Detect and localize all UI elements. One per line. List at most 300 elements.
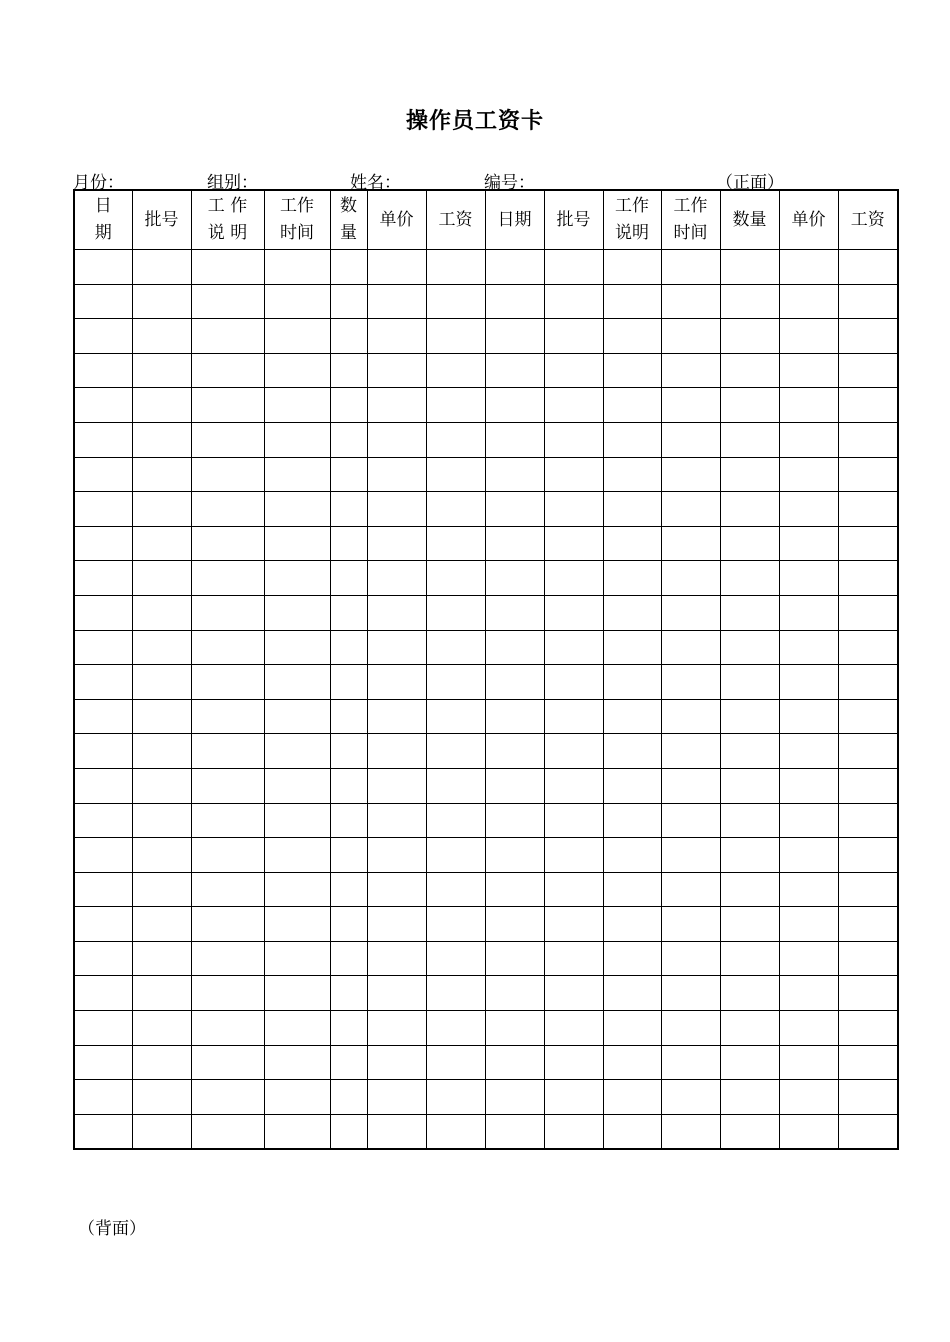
table-cell[interactable]	[720, 319, 779, 354]
table-cell[interactable]	[330, 768, 367, 803]
table-cell[interactable]	[485, 388, 544, 423]
table-cell[interactable]	[426, 768, 485, 803]
table-cell[interactable]	[426, 422, 485, 457]
table-cell[interactable]	[485, 250, 544, 285]
table-cell[interactable]	[838, 976, 898, 1011]
table-cell[interactable]	[544, 353, 603, 388]
table-cell[interactable]	[779, 595, 838, 630]
table-cell[interactable]	[485, 422, 544, 457]
table-cell[interactable]	[74, 976, 132, 1011]
table-cell[interactable]	[720, 838, 779, 873]
table-cell[interactable]	[367, 250, 426, 285]
table-cell[interactable]	[132, 284, 191, 319]
table-cell[interactable]	[264, 699, 330, 734]
table-cell[interactable]	[330, 941, 367, 976]
table-cell[interactable]	[544, 388, 603, 423]
table-cell[interactable]	[720, 492, 779, 527]
table-cell[interactable]	[426, 1011, 485, 1046]
table-cell[interactable]	[426, 976, 485, 1011]
table-cell[interactable]	[603, 907, 661, 942]
table-cell[interactable]	[426, 250, 485, 285]
table-cell[interactable]	[603, 561, 661, 596]
table-cell[interactable]	[544, 907, 603, 942]
table-cell[interactable]	[191, 1114, 264, 1149]
table-cell[interactable]	[191, 976, 264, 1011]
table-cell[interactable]	[426, 734, 485, 769]
table-cell[interactable]	[132, 907, 191, 942]
table-cell[interactable]	[426, 561, 485, 596]
table-cell[interactable]	[720, 1045, 779, 1080]
table-cell[interactable]	[74, 803, 132, 838]
table-cell[interactable]	[779, 422, 838, 457]
table-cell[interactable]	[544, 699, 603, 734]
table-cell[interactable]	[426, 803, 485, 838]
table-cell[interactable]	[330, 838, 367, 873]
table-cell[interactable]	[264, 319, 330, 354]
table-cell[interactable]	[838, 699, 898, 734]
table-cell[interactable]	[367, 1011, 426, 1046]
table-cell[interactable]	[367, 699, 426, 734]
table-cell[interactable]	[191, 699, 264, 734]
table-cell[interactable]	[779, 526, 838, 561]
table-cell[interactable]	[426, 941, 485, 976]
table-cell[interactable]	[485, 319, 544, 354]
table-cell[interactable]	[485, 526, 544, 561]
table-cell[interactable]	[661, 250, 720, 285]
table-cell[interactable]	[426, 1080, 485, 1115]
table-cell[interactable]	[367, 630, 426, 665]
table-cell[interactable]	[779, 388, 838, 423]
table-cell[interactable]	[74, 665, 132, 700]
table-cell[interactable]	[132, 561, 191, 596]
table-cell[interactable]	[603, 734, 661, 769]
table-cell[interactable]	[74, 699, 132, 734]
table-cell[interactable]	[603, 768, 661, 803]
table-cell[interactable]	[132, 665, 191, 700]
table-cell[interactable]	[485, 630, 544, 665]
table-cell[interactable]	[191, 284, 264, 319]
table-cell[interactable]	[720, 872, 779, 907]
table-cell[interactable]	[603, 872, 661, 907]
table-cell[interactable]	[544, 630, 603, 665]
table-cell[interactable]	[720, 803, 779, 838]
table-cell[interactable]	[603, 526, 661, 561]
table-cell[interactable]	[661, 284, 720, 319]
table-cell[interactable]	[720, 526, 779, 561]
table-cell[interactable]	[264, 665, 330, 700]
table-cell[interactable]	[191, 457, 264, 492]
table-cell[interactable]	[661, 319, 720, 354]
table-cell[interactable]	[132, 1045, 191, 1080]
table-cell[interactable]	[367, 561, 426, 596]
table-cell[interactable]	[838, 803, 898, 838]
table-cell[interactable]	[779, 1080, 838, 1115]
table-cell[interactable]	[330, 422, 367, 457]
table-cell[interactable]	[544, 561, 603, 596]
table-cell[interactable]	[426, 284, 485, 319]
table-cell[interactable]	[264, 561, 330, 596]
table-cell[interactable]	[779, 699, 838, 734]
table-cell[interactable]	[544, 976, 603, 1011]
table-cell[interactable]	[544, 1011, 603, 1046]
table-cell[interactable]	[132, 734, 191, 769]
table-cell[interactable]	[191, 803, 264, 838]
table-cell[interactable]	[264, 595, 330, 630]
table-cell[interactable]	[132, 353, 191, 388]
table-cell[interactable]	[603, 1114, 661, 1149]
table-cell[interactable]	[330, 1080, 367, 1115]
table-cell[interactable]	[544, 941, 603, 976]
table-cell[interactable]	[191, 250, 264, 285]
table-cell[interactable]	[330, 803, 367, 838]
table-cell[interactable]	[838, 734, 898, 769]
table-cell[interactable]	[132, 388, 191, 423]
table-cell[interactable]	[330, 492, 367, 527]
table-cell[interactable]	[838, 353, 898, 388]
table-cell[interactable]	[132, 457, 191, 492]
table-cell[interactable]	[544, 1080, 603, 1115]
table-cell[interactable]	[661, 422, 720, 457]
table-cell[interactable]	[603, 250, 661, 285]
table-cell[interactable]	[779, 665, 838, 700]
table-cell[interactable]	[330, 353, 367, 388]
table-cell[interactable]	[330, 526, 367, 561]
table-cell[interactable]	[132, 526, 191, 561]
table-cell[interactable]	[191, 734, 264, 769]
table-cell[interactable]	[485, 838, 544, 873]
table-cell[interactable]	[132, 976, 191, 1011]
table-cell[interactable]	[191, 595, 264, 630]
table-cell[interactable]	[191, 941, 264, 976]
table-cell[interactable]	[485, 561, 544, 596]
table-cell[interactable]	[74, 941, 132, 976]
table-cell[interactable]	[544, 665, 603, 700]
table-cell[interactable]	[191, 492, 264, 527]
table-cell[interactable]	[838, 1045, 898, 1080]
table-cell[interactable]	[838, 561, 898, 596]
table-cell[interactable]	[264, 630, 330, 665]
table-cell[interactable]	[779, 284, 838, 319]
table-cell[interactable]	[720, 699, 779, 734]
table-cell[interactable]	[74, 907, 132, 942]
table-cell[interactable]	[485, 907, 544, 942]
table-cell[interactable]	[367, 526, 426, 561]
table-cell[interactable]	[720, 768, 779, 803]
table-cell[interactable]	[330, 284, 367, 319]
table-cell[interactable]	[264, 526, 330, 561]
table-cell[interactable]	[367, 665, 426, 700]
table-cell[interactable]	[367, 1080, 426, 1115]
table-cell[interactable]	[264, 492, 330, 527]
table-cell[interactable]	[720, 734, 779, 769]
table-cell[interactable]	[74, 457, 132, 492]
table-cell[interactable]	[132, 1011, 191, 1046]
table-cell[interactable]	[838, 630, 898, 665]
table-cell[interactable]	[779, 872, 838, 907]
table-cell[interactable]	[838, 1080, 898, 1115]
table-cell[interactable]	[191, 1080, 264, 1115]
table-cell[interactable]	[426, 526, 485, 561]
table-cell[interactable]	[544, 319, 603, 354]
table-cell[interactable]	[191, 388, 264, 423]
table-cell[interactable]	[779, 907, 838, 942]
table-cell[interactable]	[132, 838, 191, 873]
table-cell[interactable]	[426, 838, 485, 873]
table-cell[interactable]	[264, 1011, 330, 1046]
table-cell[interactable]	[661, 492, 720, 527]
table-cell[interactable]	[544, 734, 603, 769]
table-cell[interactable]	[74, 492, 132, 527]
table-cell[interactable]	[264, 1080, 330, 1115]
table-cell[interactable]	[132, 699, 191, 734]
table-cell[interactable]	[264, 388, 330, 423]
table-cell[interactable]	[661, 699, 720, 734]
table-cell[interactable]	[603, 699, 661, 734]
table-cell[interactable]	[74, 1011, 132, 1046]
table-cell[interactable]	[485, 803, 544, 838]
table-cell[interactable]	[779, 457, 838, 492]
table-cell[interactable]	[720, 422, 779, 457]
table-cell[interactable]	[603, 1011, 661, 1046]
table-cell[interactable]	[838, 872, 898, 907]
table-cell[interactable]	[720, 630, 779, 665]
table-cell[interactable]	[367, 457, 426, 492]
table-cell[interactable]	[367, 1114, 426, 1149]
table-cell[interactable]	[838, 1011, 898, 1046]
table-cell[interactable]	[367, 492, 426, 527]
table-cell[interactable]	[779, 838, 838, 873]
table-cell[interactable]	[661, 872, 720, 907]
table-cell[interactable]	[661, 907, 720, 942]
table-cell[interactable]	[426, 630, 485, 665]
table-cell[interactable]	[426, 319, 485, 354]
table-cell[interactable]	[661, 1045, 720, 1080]
table-cell[interactable]	[485, 353, 544, 388]
table-cell[interactable]	[544, 838, 603, 873]
table-cell[interactable]	[838, 319, 898, 354]
table-cell[interactable]	[485, 699, 544, 734]
table-cell[interactable]	[838, 838, 898, 873]
table-cell[interactable]	[720, 1080, 779, 1115]
table-cell[interactable]	[603, 665, 661, 700]
table-cell[interactable]	[330, 250, 367, 285]
table-cell[interactable]	[74, 1080, 132, 1115]
table-cell[interactable]	[264, 353, 330, 388]
table-cell[interactable]	[720, 388, 779, 423]
table-cell[interactable]	[661, 838, 720, 873]
table-cell[interactable]	[661, 665, 720, 700]
table-cell[interactable]	[838, 665, 898, 700]
table-cell[interactable]	[367, 284, 426, 319]
table-cell[interactable]	[779, 561, 838, 596]
table-cell[interactable]	[426, 699, 485, 734]
table-cell[interactable]	[838, 768, 898, 803]
table-cell[interactable]	[330, 457, 367, 492]
table-cell[interactable]	[191, 561, 264, 596]
table-cell[interactable]	[485, 457, 544, 492]
table-cell[interactable]	[74, 1045, 132, 1080]
table-cell[interactable]	[661, 734, 720, 769]
table-cell[interactable]	[74, 734, 132, 769]
table-cell[interactable]	[330, 1114, 367, 1149]
table-cell[interactable]	[426, 457, 485, 492]
table-cell[interactable]	[74, 284, 132, 319]
table-cell[interactable]	[264, 1045, 330, 1080]
table-cell[interactable]	[74, 872, 132, 907]
table-cell[interactable]	[661, 353, 720, 388]
table-cell[interactable]	[485, 1011, 544, 1046]
table-cell[interactable]	[603, 941, 661, 976]
table-cell[interactable]	[191, 838, 264, 873]
table-cell[interactable]	[330, 976, 367, 1011]
table-cell[interactable]	[720, 941, 779, 976]
table-cell[interactable]	[838, 457, 898, 492]
table-cell[interactable]	[485, 1114, 544, 1149]
table-cell[interactable]	[603, 319, 661, 354]
table-cell[interactable]	[485, 941, 544, 976]
table-cell[interactable]	[544, 284, 603, 319]
table-cell[interactable]	[779, 492, 838, 527]
table-cell[interactable]	[544, 1114, 603, 1149]
table-cell[interactable]	[74, 250, 132, 285]
table-cell[interactable]	[661, 1011, 720, 1046]
table-cell[interactable]	[367, 1045, 426, 1080]
table-cell[interactable]	[779, 941, 838, 976]
table-cell[interactable]	[426, 492, 485, 527]
table-cell[interactable]	[132, 319, 191, 354]
table-cell[interactable]	[720, 250, 779, 285]
table-cell[interactable]	[661, 630, 720, 665]
table-cell[interactable]	[132, 872, 191, 907]
table-cell[interactable]	[838, 941, 898, 976]
table-cell[interactable]	[603, 422, 661, 457]
table-cell[interactable]	[367, 595, 426, 630]
table-cell[interactable]	[132, 250, 191, 285]
table-cell[interactable]	[661, 941, 720, 976]
table-cell[interactable]	[838, 422, 898, 457]
table-cell[interactable]	[132, 422, 191, 457]
table-cell[interactable]	[191, 422, 264, 457]
table-cell[interactable]	[264, 803, 330, 838]
table-cell[interactable]	[603, 284, 661, 319]
table-cell[interactable]	[661, 526, 720, 561]
table-cell[interactable]	[191, 1045, 264, 1080]
table-cell[interactable]	[426, 1045, 485, 1080]
table-cell[interactable]	[264, 1114, 330, 1149]
table-cell[interactable]	[426, 595, 485, 630]
table-cell[interactable]	[264, 838, 330, 873]
table-cell[interactable]	[661, 1114, 720, 1149]
table-cell[interactable]	[838, 388, 898, 423]
table-cell[interactable]	[603, 1080, 661, 1115]
table-cell[interactable]	[367, 872, 426, 907]
table-cell[interactable]	[74, 838, 132, 873]
table-cell[interactable]	[74, 388, 132, 423]
table-cell[interactable]	[661, 1080, 720, 1115]
table-cell[interactable]	[661, 457, 720, 492]
table-cell[interactable]	[838, 907, 898, 942]
table-cell[interactable]	[426, 872, 485, 907]
table-cell[interactable]	[264, 768, 330, 803]
table-cell[interactable]	[485, 284, 544, 319]
table-cell[interactable]	[485, 1045, 544, 1080]
table-cell[interactable]	[661, 803, 720, 838]
table-cell[interactable]	[426, 907, 485, 942]
table-cell[interactable]	[426, 353, 485, 388]
table-cell[interactable]	[426, 665, 485, 700]
table-cell[interactable]	[603, 492, 661, 527]
table-cell[interactable]	[661, 768, 720, 803]
table-cell[interactable]	[264, 907, 330, 942]
table-cell[interactable]	[330, 595, 367, 630]
table-cell[interactable]	[603, 388, 661, 423]
table-cell[interactable]	[132, 768, 191, 803]
table-cell[interactable]	[367, 803, 426, 838]
table-cell[interactable]	[485, 1080, 544, 1115]
table-cell[interactable]	[191, 526, 264, 561]
table-cell[interactable]	[779, 630, 838, 665]
table-cell[interactable]	[264, 734, 330, 769]
table-cell[interactable]	[191, 907, 264, 942]
table-cell[interactable]	[544, 250, 603, 285]
table-cell[interactable]	[779, 768, 838, 803]
table-cell[interactable]	[330, 907, 367, 942]
table-cell[interactable]	[779, 1011, 838, 1046]
table-cell[interactable]	[367, 319, 426, 354]
table-cell[interactable]	[603, 803, 661, 838]
table-cell[interactable]	[426, 1114, 485, 1149]
table-cell[interactable]	[838, 526, 898, 561]
table-cell[interactable]	[720, 561, 779, 596]
table-cell[interactable]	[720, 353, 779, 388]
table-cell[interactable]	[485, 872, 544, 907]
table-cell[interactable]	[367, 976, 426, 1011]
table-cell[interactable]	[485, 976, 544, 1011]
table-cell[interactable]	[544, 526, 603, 561]
table-cell[interactable]	[264, 284, 330, 319]
table-cell[interactable]	[838, 492, 898, 527]
table-cell[interactable]	[779, 734, 838, 769]
table-cell[interactable]	[191, 665, 264, 700]
table-cell[interactable]	[544, 1045, 603, 1080]
table-cell[interactable]	[838, 284, 898, 319]
table-cell[interactable]	[544, 872, 603, 907]
table-cell[interactable]	[264, 250, 330, 285]
table-cell[interactable]	[603, 630, 661, 665]
table-cell[interactable]	[367, 422, 426, 457]
table-cell[interactable]	[603, 595, 661, 630]
table-cell[interactable]	[330, 388, 367, 423]
table-cell[interactable]	[661, 595, 720, 630]
table-cell[interactable]	[367, 768, 426, 803]
table-cell[interactable]	[544, 595, 603, 630]
table-cell[interactable]	[132, 630, 191, 665]
table-cell[interactable]	[720, 976, 779, 1011]
table-cell[interactable]	[74, 595, 132, 630]
table-cell[interactable]	[132, 595, 191, 630]
table-cell[interactable]	[132, 803, 191, 838]
table-cell[interactable]	[720, 284, 779, 319]
table-cell[interactable]	[603, 838, 661, 873]
table-cell[interactable]	[779, 976, 838, 1011]
table-cell[interactable]	[544, 803, 603, 838]
table-cell[interactable]	[74, 353, 132, 388]
table-cell[interactable]	[191, 872, 264, 907]
table-cell[interactable]	[720, 1011, 779, 1046]
table-cell[interactable]	[485, 595, 544, 630]
table-cell[interactable]	[74, 319, 132, 354]
table-cell[interactable]	[132, 941, 191, 976]
